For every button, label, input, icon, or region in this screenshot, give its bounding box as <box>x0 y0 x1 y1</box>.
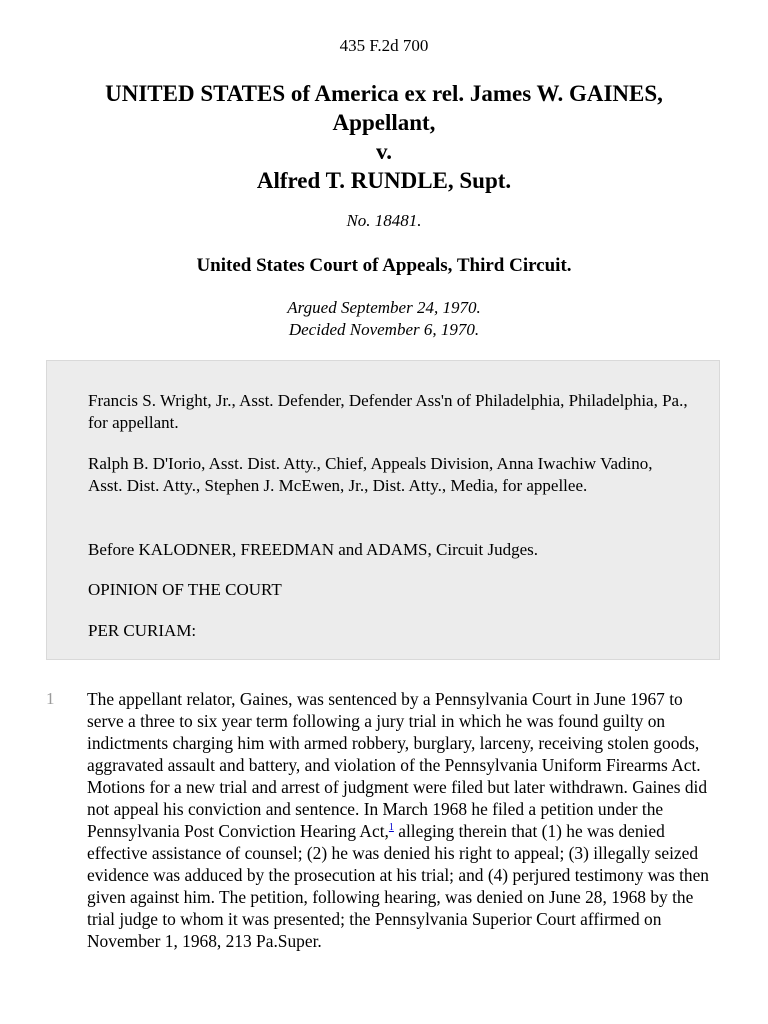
decided-date: Decided November 6, 1970. <box>288 320 480 339</box>
paragraph-text-part-1: The appellant relator, Gaines, was sentenced by a Pennsylvania Court in June 1967 to serve a three to six year term following a jury trial in which he was found guilty on indictments charging him with armed robbery, burglary, larceny, receiving stolen goods, aggravated assault and battery, and violation of the Pennsylvania Uniform Firearms Act. Motions for a new trial and arrest of judgment were filed but later withdrawn. Gaines did not appeal his conviction and sentence. In March 1968 he filed a petition under the Pennsylvania Post Conviction Hearing Act, <box>87 689 708 841</box>
judges-panel: Before KALODNER, FREEDMAN and ADAMS, Circuit Judges. <box>88 540 539 559</box>
case-title-line-3: v. <box>376 139 392 164</box>
case-title-line-1: UNITED STATES of America ex rel. James W. GAINES, <box>105 81 663 106</box>
case-citation: 435 F.2d 700 <box>339 36 429 55</box>
case-header-box <box>46 360 720 660</box>
opinion-paragraph <box>87 688 723 952</box>
argued-date: Argued September 24, 1970. <box>287 298 481 317</box>
opinion-heading: OPINION OF THE COURT <box>88 580 282 599</box>
case-dates <box>0 297 768 341</box>
footnote-link[interactable]: 1 <box>388 822 394 834</box>
court-name: United States Court of Appeals, Third Circuit. <box>196 255 572 276</box>
counsel-appellant: Francis S. Wright, Jr., Asst. Defender, Defender Ass'n of Philadelphia, Philadelphia, Pa., for appellant. <box>88 391 688 432</box>
case-title <box>0 79 768 195</box>
per-curiam: PER CURIAM: <box>88 621 197 640</box>
docket-number: No. 18481. <box>346 211 422 230</box>
case-title-line-2: Appellant, <box>332 110 436 135</box>
paragraph-text-part-2: alleging therein that (1) he was denied effective assistance of counsel; (2) he was denied his right to appeal; (3) illegally seized evidence was adduced by the prosecution at his trial; and (4) perjured testimony was then given against him. The petition, following hearing, was denied on June 28, 1968 by the trial judge to whom it was presented; the Pennsylvania Superior Court affirmed on November 1, 1968, 213 Pa.Super. <box>87 821 710 951</box>
counsel-appellee: Ralph B. D'Iorio, Asst. Dist. Atty., Chief, Appeals Division, Anna Iwachiw Vadino, Asst. Dist. Atty., Stephen J. McEwen, Jr., Dist. Atty., Media, for appellee. <box>88 454 653 495</box>
paragraph-number: 1 <box>46 689 55 708</box>
case-title-line-4: Alfred T. RUNDLE, Supt. <box>256 168 512 193</box>
